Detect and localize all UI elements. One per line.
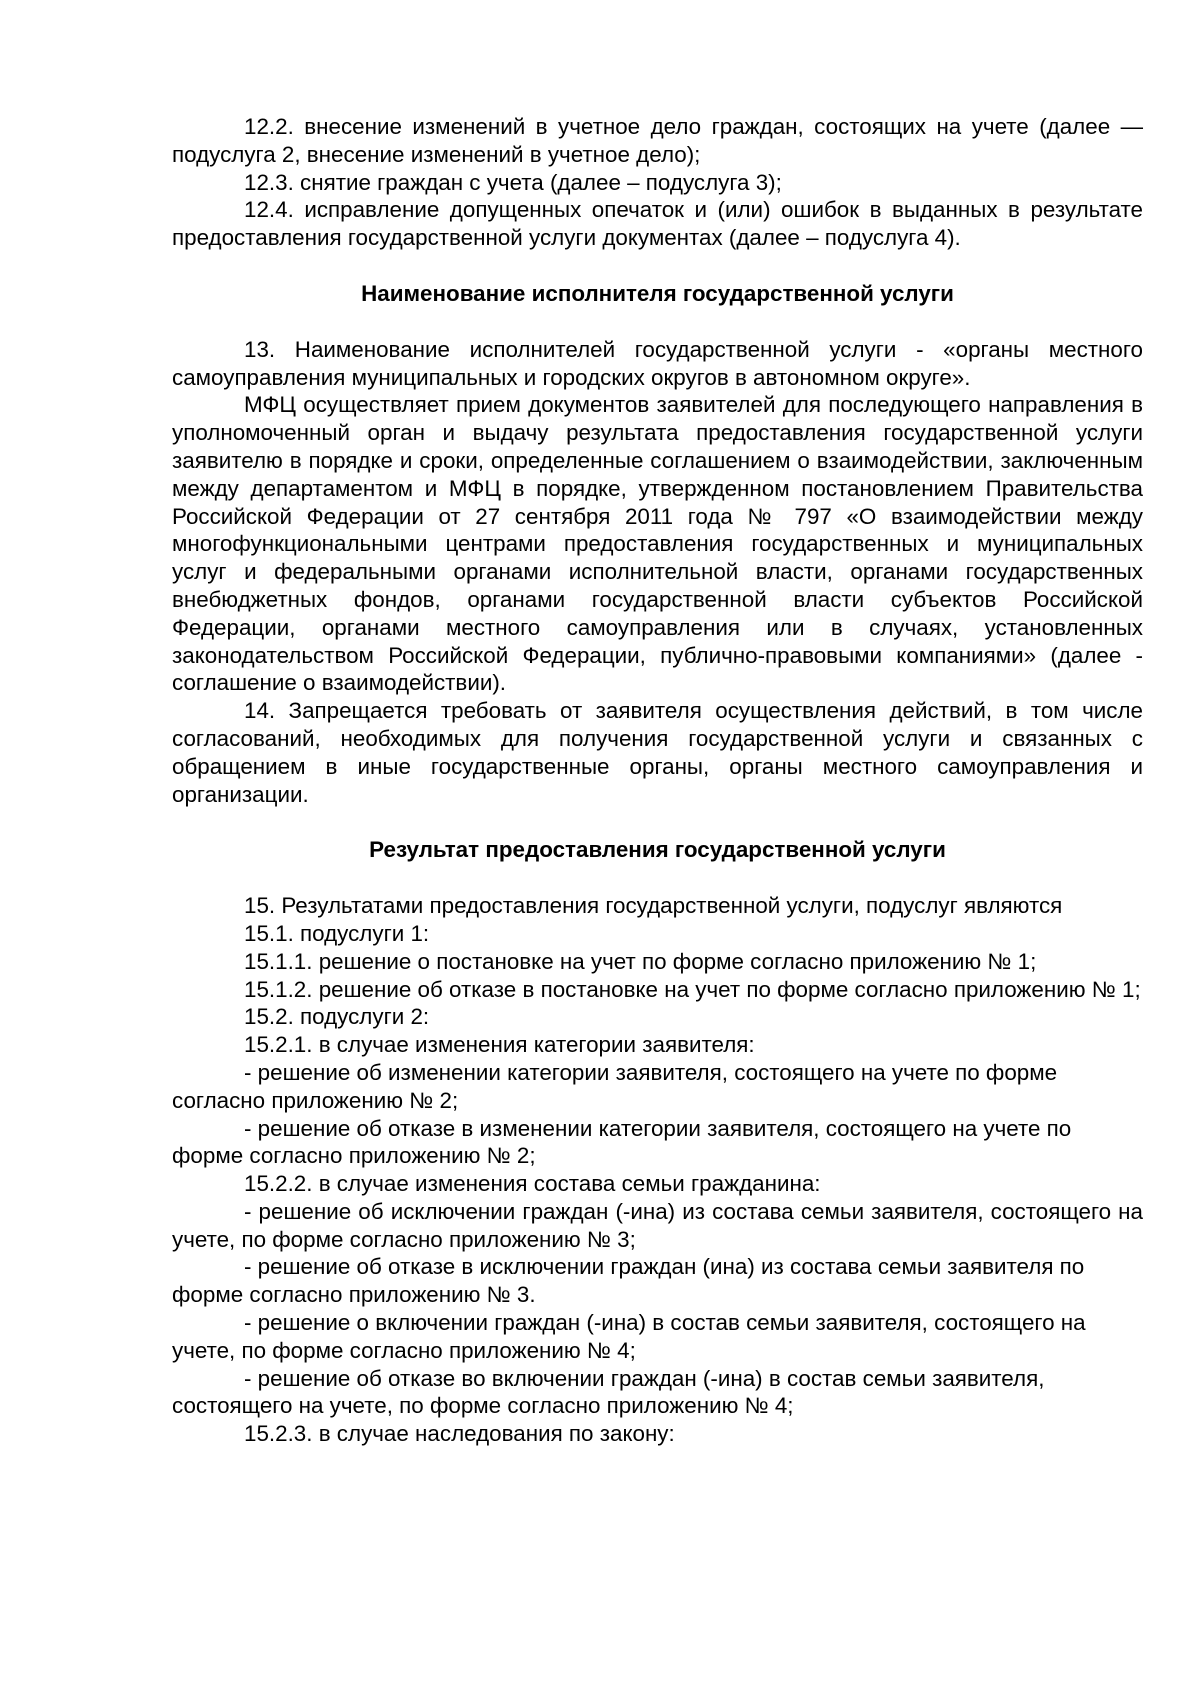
paragraph-12-2: 12.2. внесение изменений в учетное дело граждан, состоящих на учете (далее — подуслуга 2, внесение изменений в учетное дело); <box>172 114 1143 167</box>
paragraph-15-2-3: 15.2.3. в случае наследования по закону: <box>244 1421 675 1447</box>
list-item-inclusion: - решение о включении граждан (-ина) в состав семьи заявителя, состоящего на учете, по форме согласно приложению № 4; <box>172 1310 1086 1363</box>
paragraph-13: 13. Наименование исполнителей государственной услуги - «органы местного самоуправления муниципальных и городских округов в автономном округе». <box>172 336 1143 390</box>
list-item-category-change: - решение об изменении категории заявителя, состоящего на учете по форме согласно приложению № 2; <box>172 1059 1058 1113</box>
paragraph-15-1-2: 15.1.2. решение об отказе в постановке на учет по форме согласно приложению № 1; <box>244 976 1141 1002</box>
paragraph-15-1-1: 15.1.1. решение о постановке на учет по форме согласно приложению № 1; <box>244 948 1037 974</box>
document-page <box>172 113 1143 1448</box>
paragraph-mfc: МФЦ осуществляет прием документов заявителей для последующего направления в уполномоченный орган и выдачу результата предоставления государственной услуги заявителю в порядке и сроки, определенные соглашением о взаимодействии, заключенным между департаментом и МФЦ в порядке, утвержденном постановлением Правительства Российской Федерации от 27 сентября 2011 года № 797 «О взаимодействии между многофункциональными центрами предоставления государственных и муниципальных услуг и федеральными органами исполнительной власти, органами государственных внебюджетных фондов, органами государственной власти субъектов Российской Федерации, органами местного самоуправления или в случаях, установленных законодательством Российской Федерации, публично-правовыми компаниями» (далее - соглашение о взаимодействии). <box>172 392 1143 696</box>
list-item-category-change-refusal: - решение об отказе в изменении категории заявителя, состоящего на учете по форме согласно приложению № 2; <box>172 1115 1072 1169</box>
paragraph-15: 15. Результатами предоставления государственной услуги, подуслуг являются <box>244 893 1063 919</box>
section-heading-result: Результат предоставления государственной услуги <box>369 837 946 863</box>
paragraph-15-2-2: 15.2.2. в случае изменения состава семьи гражданина: <box>244 1171 821 1197</box>
list-item-exclusion-refusal: - решение об отказе в исключении граждан (ина) из состава семьи заявителя по форме согласно приложению № 3. <box>172 1254 1085 1308</box>
list-item-exclusion: - решение об исключении граждан (-ина) из состава семьи заявителя, состоящего на учете, по форме согласно приложению № 3; <box>172 1198 1143 1252</box>
section-heading-executor: Наименование исполнителя государственной услуги <box>361 280 954 306</box>
paragraph-15-1: 15.1. подуслуги 1: <box>244 920 430 946</box>
paragraph-15-2-1: 15.2.1. в случае изменения категории заявителя: <box>244 1032 755 1058</box>
paragraph-15-2: 15.2. подуслуги 2: <box>244 1004 430 1030</box>
paragraph-12-4: 12.4. исправление допущенных опечаток и (или) ошибок в выданных в результате предоставления государственной услуги документах (далее – подуслуга 4). <box>172 197 1143 251</box>
list-item-inclusion-refusal: - решение об отказе во включении граждан (-ина) в состав семьи заявителя, состоящего на учете, по форме согласно приложению № 4; <box>172 1365 1045 1419</box>
paragraph-14: 14. Запрещается требовать от заявителя осуществления действий, в том числе согласований, необходимых для получения государственной услуги и связанных с обращением в иные государственные органы, органы местного самоуправления и организации. <box>172 698 1143 807</box>
paragraph-12-3: 12.3. снятие граждан с учета (далее – подуслуга 3); <box>244 169 782 195</box>
